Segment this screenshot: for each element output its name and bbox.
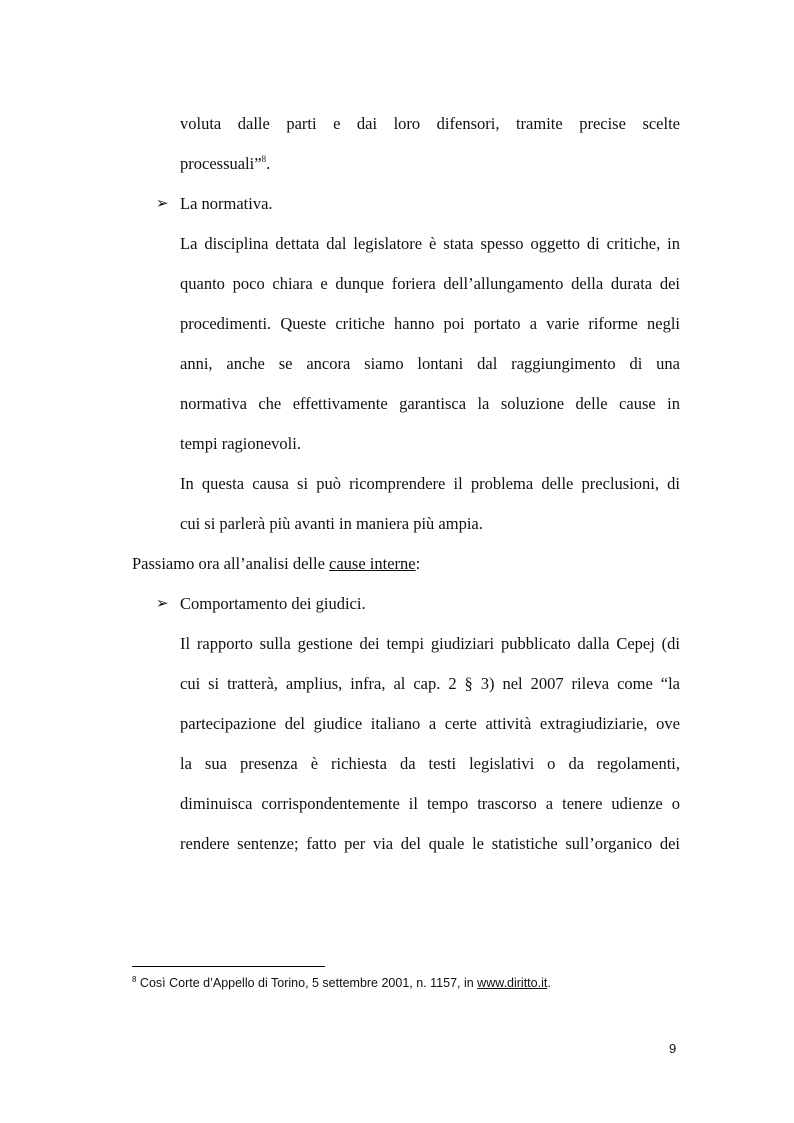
paragraph-line: la sua presenza è richiesta da testi legislativi o da regolamenti, (180, 754, 680, 773)
paragraph-line: normativa che effettivamente garantisca la soluzione delle cause in (180, 394, 680, 413)
footnote-ref[interactable]: 8 (261, 154, 267, 164)
footnote-text: Così Corte d’Appello di Torino, 5 settembre 2001, n. 1157, in (136, 976, 478, 990)
arrow-bullet-icon: ➢ (156, 594, 169, 612)
arrow-bullet-icon: ➢ (156, 194, 169, 212)
paragraph-line: rendere sentenze; fatto per via del quale le statistiche sull’organico dei (180, 834, 680, 853)
text-span: : (415, 554, 421, 573)
page-number: 9 (669, 1041, 677, 1056)
paragraph-line: tempi ragionevoli. (180, 434, 301, 453)
paragraph-line: anni, anche se ancora siamo lontani dal raggiungimento di una (180, 354, 680, 373)
paragraph-line: partecipazione del giudice italiano a certe attività extragiudiziarie, ove (180, 714, 680, 733)
footnote-separator (132, 966, 325, 967)
paragraph-line: procedimenti. Queste critiche hanno poi portato a varie riforme negli (180, 314, 680, 333)
paragraph-line: Il rapporto sulla gestione dei tempi giudiziari pubblicato dalla Cepej (di (180, 634, 680, 653)
section-heading: La normativa. (180, 194, 273, 213)
footnote-text: . (547, 976, 551, 990)
paragraph-line: cui si tratterà, amplius, infra, al cap. 2 § 3) nel 2007 rileva come “la (180, 674, 680, 693)
paragraph-line (180, 154, 680, 174)
paragraph-line: diminuisca corrispondentemente il tempo trascorso a tenere udienze o (180, 794, 680, 813)
text-span: processuali” (180, 154, 262, 173)
footnote-number: 8 (132, 975, 137, 984)
text-span: . (266, 154, 271, 173)
paragraph-line: cui si parlerà più avanti in maniera più ampia. (180, 514, 483, 533)
paragraph-line: In questa causa si può ricomprendere il problema delle preclusioni, di (180, 474, 680, 493)
section-heading: Comportamento dei giudici. (180, 594, 366, 613)
footnote-link[interactable]: www.diritto.it (477, 976, 548, 990)
underlined-term: cause interne (329, 554, 416, 573)
paragraph-line: quanto poco chiara e dunque foriera dell’allungamento della durata dei (180, 274, 680, 293)
paragraph-line: La disciplina dettata dal legislatore è stata spesso oggetto di critiche, in (180, 234, 680, 253)
paragraph-line: voluta dalle parti e dai loro difensori, tramite precise scelte (180, 114, 680, 133)
paragraph-line (132, 554, 420, 574)
footnote (132, 975, 551, 991)
text-span: Passiamo ora all’analisi delle (132, 554, 330, 573)
